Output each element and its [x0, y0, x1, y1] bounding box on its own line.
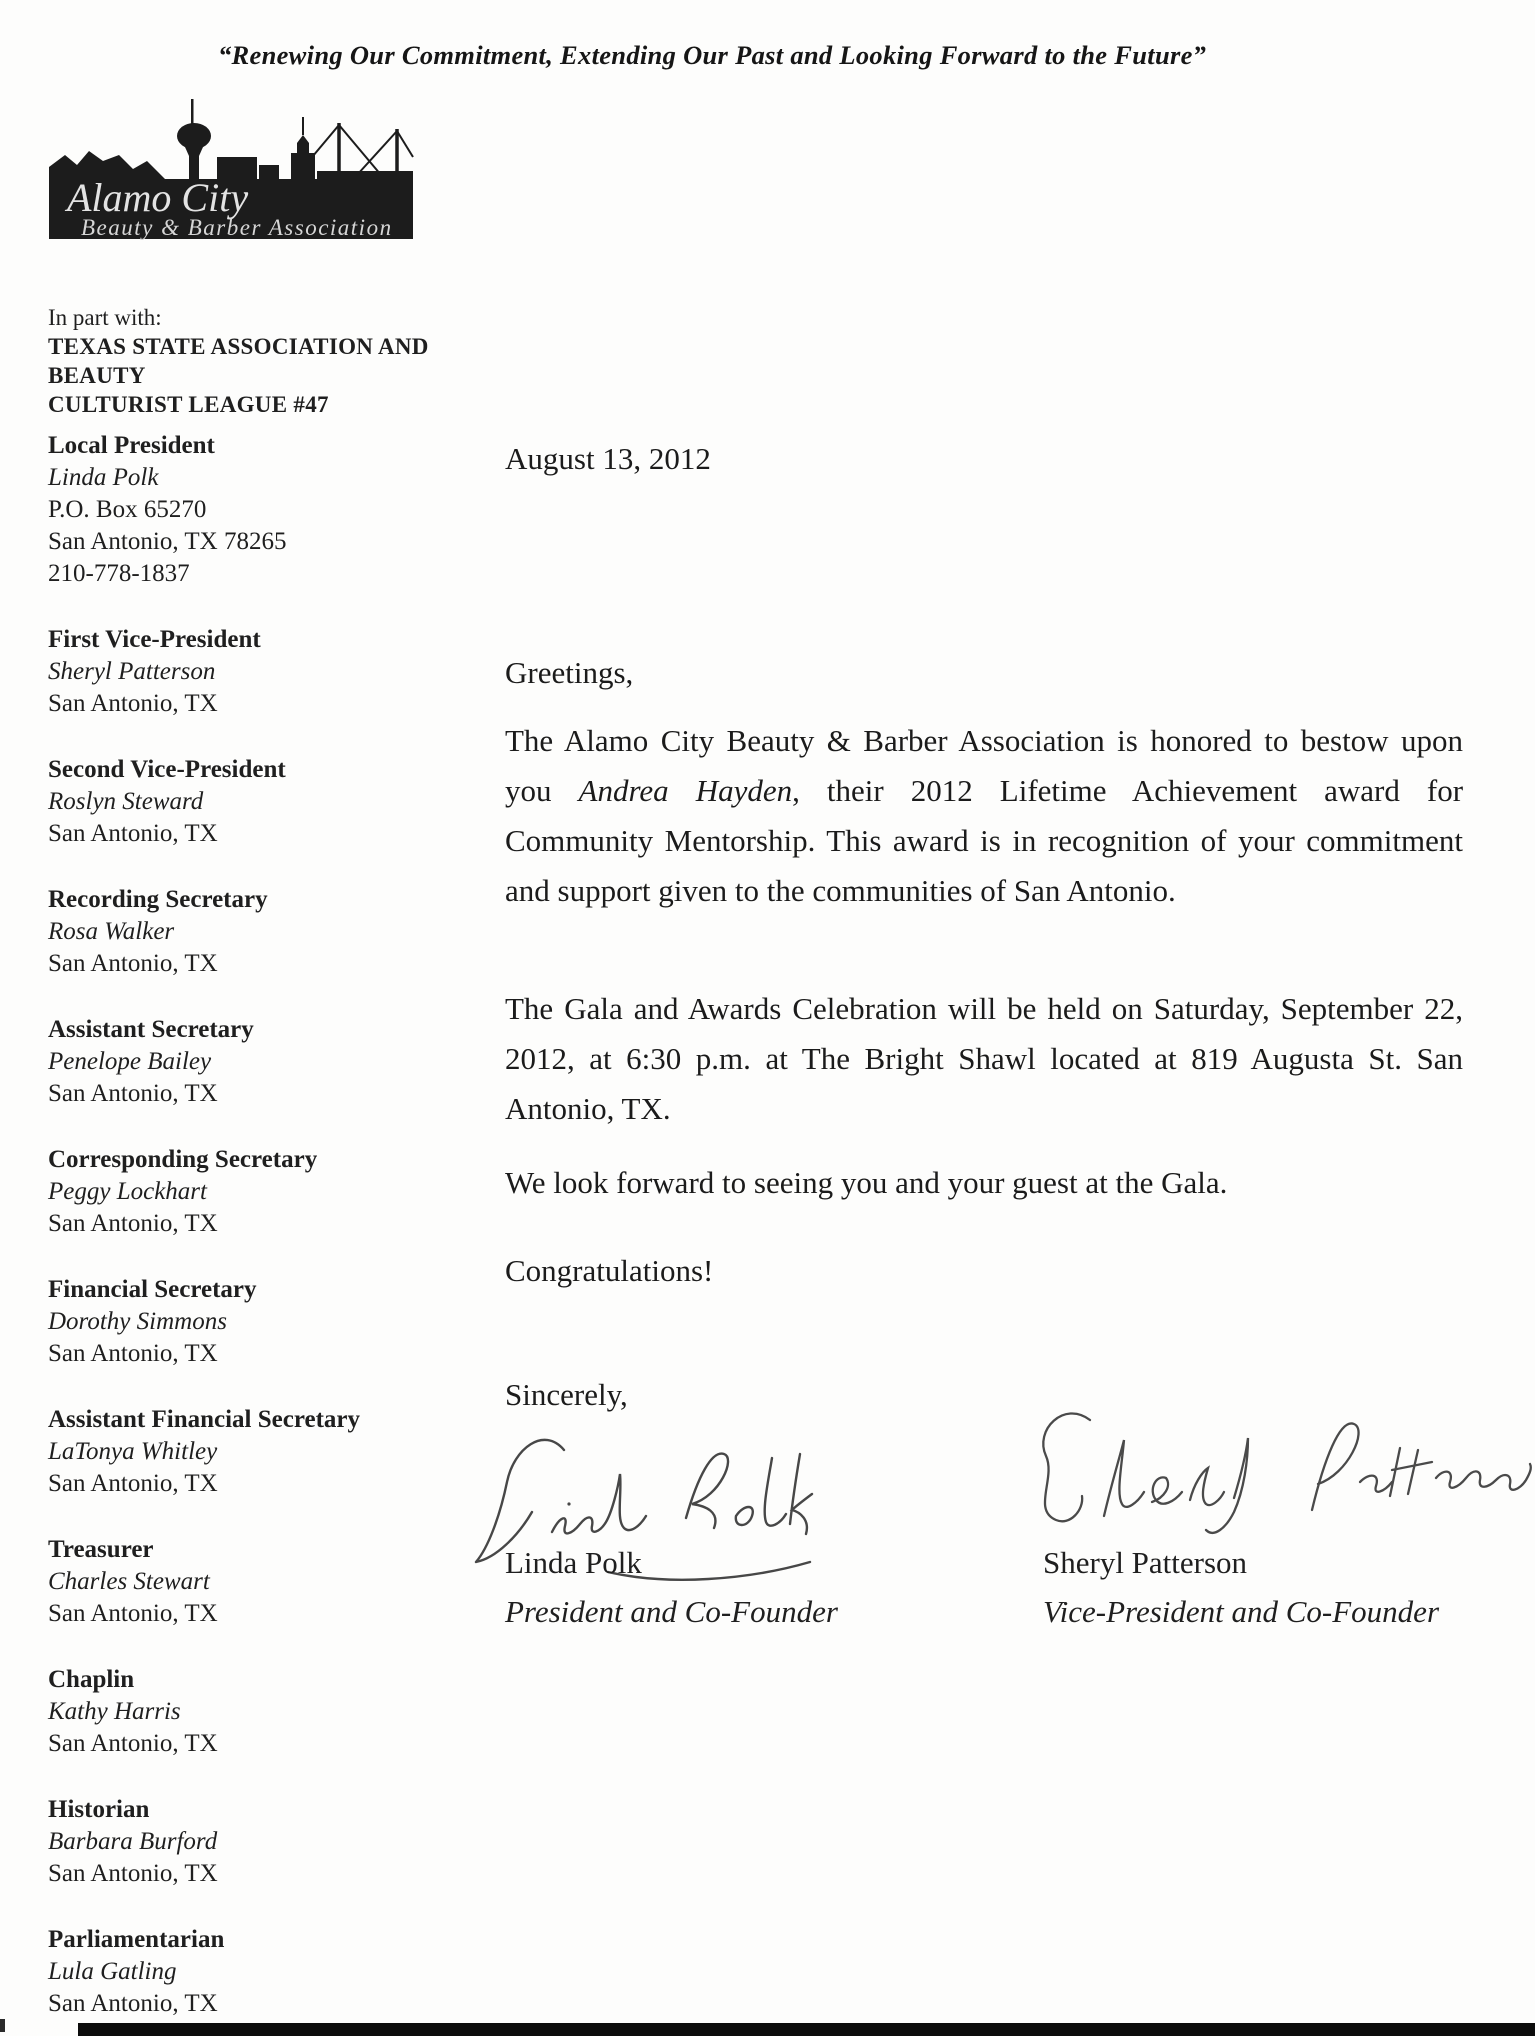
paragraph-text: , their 2012 Lifetime Achievement award for Community Mentorship. This award is in recognition of your commitment and support given to the communities of San Antonio. [505, 773, 1464, 908]
officer-group [48, 1664, 488, 1760]
officer-name: Sheryl Patterson [48, 658, 216, 685]
officer-group [48, 430, 488, 590]
officer-group [48, 884, 488, 980]
award-recipient-name: Andrea Hayden [578, 773, 793, 808]
officer-title: Assistant Secretary [48, 1016, 254, 1043]
affiliation-org-line2: CULTURIST LEAGUE #47 [48, 392, 329, 417]
letter-salutation: Greetings, [505, 655, 634, 690]
body-paragraph-3: We look forward to seeing you and your guest at the Gala. [505, 1165, 1228, 1200]
officer-group [48, 1924, 488, 2020]
logo-subtitle: Beauty & Barber Association [81, 215, 393, 240]
officer-line: San Antonio, TX [48, 820, 218, 847]
officer-group [48, 1274, 488, 1370]
officer-line: 210-778-1837 [48, 560, 190, 587]
affiliation-intro: In part with: [48, 305, 162, 330]
officer-line: San Antonio, TX [48, 1600, 218, 1627]
officer-line: San Antonio, TX [48, 1340, 218, 1367]
signature-sheryl-patterson [1012, 1398, 1534, 1548]
officer-name: Linda Polk [48, 464, 159, 491]
body-paragraph-2: The Gala and Awards Celebration will be held on Saturday, September 22, 2012, at 6:30 p.m. at The Bright Shawl located at 819 Augusta St. San Antonio, TX. [505, 991, 1463, 1126]
officer-title: Financial Secretary [48, 1276, 257, 1303]
officer-title: Assistant Financial Secretary [48, 1406, 361, 1433]
officer-title: Recording Secretary [48, 886, 268, 913]
association-logo [45, 95, 417, 245]
scan-edge-artifact [0, 2019, 5, 2032]
signer-title: Vice-President and Co-Founder [1043, 1594, 1440, 1629]
officer-name: Penelope Bailey [48, 1048, 212, 1075]
officer-title: Local President [48, 432, 215, 459]
header-quote: “Renewing Our Commitment, Extending Our Past and Looking Forward to the Future” [218, 40, 1207, 70]
affiliation-org-line1: TEXAS STATE ASSOCIATION AND BEAUTY [48, 334, 429, 388]
officer-group [48, 1794, 488, 1890]
logo-title: Alamo City [67, 175, 249, 220]
officer-group [48, 624, 488, 720]
officer-name: Kathy Harris [48, 1698, 181, 1725]
closing-line: Sincerely, [505, 1377, 628, 1412]
signer-block-linda [505, 1538, 838, 1636]
officer-name: Charles Stewart [48, 1568, 210, 1595]
officer-line: San Antonio, TX [48, 1990, 218, 2017]
officer-title: Second Vice-President [48, 756, 286, 783]
congratulations-line: Congratulations! [505, 1253, 714, 1288]
officer-name: Roslyn Steward [48, 788, 204, 815]
officer-name: Dorothy Simmons [48, 1308, 227, 1335]
officer-name: Rosa Walker [48, 918, 175, 945]
officer-name: Lula Gatling [48, 1958, 177, 1985]
signer-title: President and Co-Founder [505, 1594, 838, 1629]
officer-line: San Antonio, TX [48, 950, 218, 977]
officer-line: San Antonio, TX [48, 1860, 218, 1887]
officer-line: San Antonio, TX [48, 1730, 218, 1757]
officer-line: P.O. Box 65270 [48, 496, 207, 523]
officer-group [48, 1144, 488, 1240]
officer-group [48, 1534, 488, 1630]
body-paragraph-1 [505, 716, 1463, 916]
signer-name: Linda Polk [505, 1545, 642, 1580]
officer-line: San Antonio, TX [48, 1080, 218, 1107]
officer-group [48, 1014, 488, 1110]
officer-title: Treasurer [48, 1536, 154, 1563]
officer-title: First Vice-President [48, 626, 261, 653]
officers-list [48, 430, 488, 2036]
letter-date: August 13, 2012 [505, 441, 711, 476]
officer-line: San Antonio, TX 78265 [48, 528, 287, 555]
officer-title: Corresponding Secretary [48, 1146, 318, 1173]
officer-group [48, 1404, 488, 1500]
signer-block-sheryl [1043, 1538, 1439, 1636]
officer-name: LaTonya Whitley [48, 1438, 218, 1465]
bottom-scan-bar [78, 2023, 1535, 2036]
officer-name: Barbara Burford [48, 1828, 218, 1855]
officer-line: San Antonio, TX [48, 1470, 218, 1497]
paragraph-text: The Alamo City Beauty & Barber Association is honored to bestow upon you [505, 723, 1463, 808]
officer-title: Parliamentarian [48, 1926, 225, 1953]
signer-name: Sheryl Patterson [1043, 1545, 1248, 1580]
officer-line: San Antonio, TX [48, 690, 218, 717]
officer-group [48, 754, 488, 850]
officer-title: Historian [48, 1796, 150, 1823]
affiliation-block [48, 303, 488, 419]
officer-line: San Antonio, TX [48, 1210, 218, 1237]
officer-name: Peggy Lockhart [48, 1178, 207, 1205]
officer-title: Chaplin [48, 1666, 135, 1693]
